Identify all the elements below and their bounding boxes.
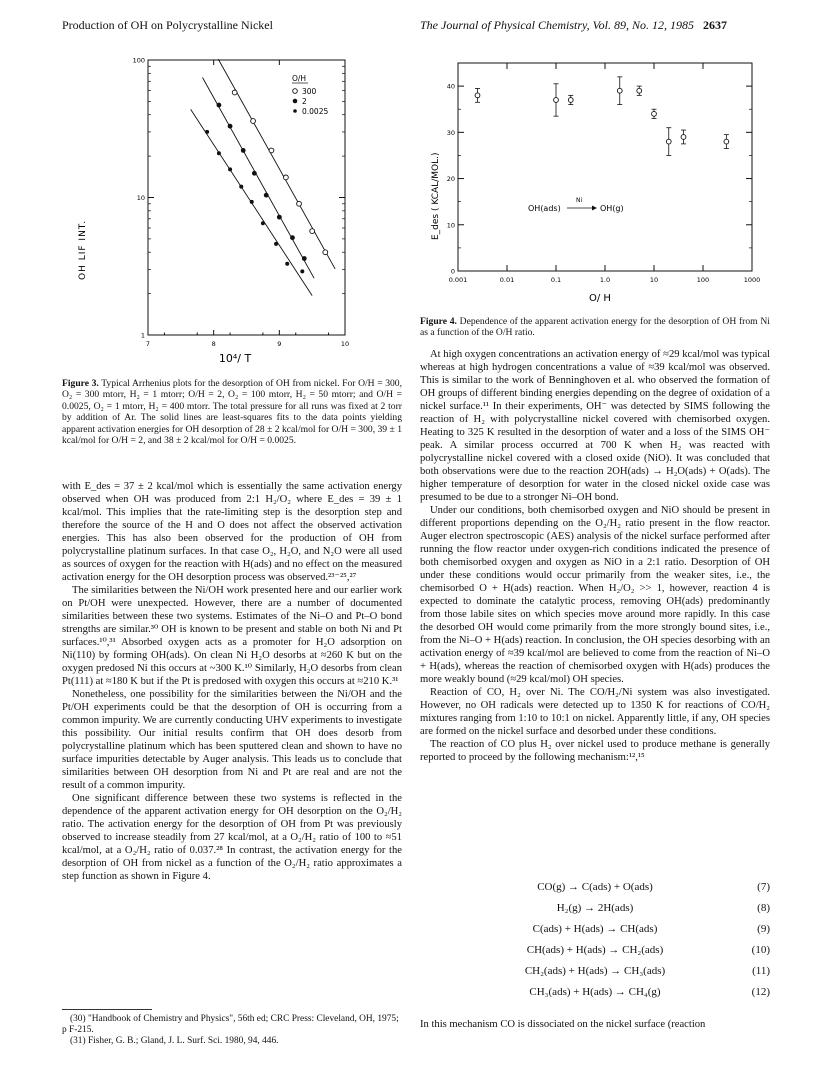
fig3-data-point (310, 229, 315, 234)
equation-number: (9) (757, 922, 770, 935)
fig3-data-point (297, 201, 302, 206)
fig3-data-point (205, 130, 209, 134)
fig3-xtick-label: 8 (211, 340, 216, 348)
equation-number: (7) (757, 880, 770, 893)
fig3-data-point (323, 250, 328, 255)
fig3-ytick-label: 100 (132, 56, 145, 65)
equation-number: (10) (751, 943, 770, 956)
fig4-data-point (637, 88, 642, 93)
fig4-xtick-label: 10 (649, 276, 659, 284)
equation-number: (8) (757, 901, 770, 914)
fig4-ytick-label: 40 (446, 82, 455, 91)
equation-row (420, 939, 770, 960)
footnotes (62, 1014, 402, 1047)
fig3-data-point (284, 175, 289, 180)
fig4-ylabel: E_des ( KCAL/MOL.) (431, 152, 441, 240)
fig4-ytick-label: 30 (446, 128, 455, 137)
fig3-xtick-label: 10 (340, 340, 350, 348)
paragraph: Under our conditions, both chemisorbed oxygen and NiO should be present in different proportions depending on the O₂/H₂ ratio present in the flow reactor. Auger electron spectroscopic (AES) analysis of the nickel surface performed after running the flow reactor under oxygen-rich conditions indicated the presence of both chemisorbed oxygen and oxygen as NiO in a 2:1 ratio. Desorption of OH under these conditions would occur primarily from the weaker sites, i.e., the chemisorbed O + H(ads) reaction. When H₂/O₂ >> 1, however, reaction 4 is expected to dominate the catalytic process, removing OH(ads) predominantly from those labile sites on which species move around more rapidly. In this case the desorbed OH would come primarily from the more strongly bound sites, i.e., from the Ni–O + H(ads) reaction. In conclusion, the OH species desorbing with an activation energy of ≈39 kcal/mol are believed to come from the reaction of Ni–O + H(ads), whereas the reaction of chemisorbed oxygen with H(ads) produces the more weakly bound (≈29 kcal/mol) OH species. (420, 505, 770, 685)
fig3-legend-item-2: 2 (302, 97, 307, 106)
fig4-annotation-right: OH(g) (600, 204, 624, 213)
fig4-ytick-label: 10 (446, 221, 455, 230)
page-number: 2637 (703, 18, 727, 32)
equation: CH₂(ads) + H(ads) → CH₃(ads) (524, 964, 666, 977)
fig3-data-point (264, 193, 269, 198)
fig3-data-point (300, 269, 304, 273)
paragraph: Nonetheless, one possibility for the similarities between the Ni/OH and the Pt/OH experiments could be that the desorption of OH is occurring from a common impurity. We are currently conducting UHV experiments to investigate this possibility. Our initial results confirm that OH does desorb from polycrystalline platinum which has been sputtered clean and shown to have no surface impurities detectable by Auger analysis. This leads us to conclude that similarities between OH desorption from Ni and Pt are real and are not the result of a common impurity. (62, 689, 402, 791)
fig3-data-point (217, 151, 221, 155)
figure-3-label: Figure 3. (62, 378, 99, 389)
fig3-data-point (251, 119, 256, 124)
fig4-ytick-label: 0 (450, 267, 455, 276)
legend-marker-small (293, 109, 297, 113)
fig3-data-point (241, 148, 246, 153)
paragraph: Reaction of CO, H₂ over Ni. The CO/H₂/Ni system was also investigated. However, no OH radicals were detected up to 1350 K for reactions of CO/H₂ mixtures ranging from 1:10 to 10:1 on nickel. Apparently little, if any, OH species are formed on the nickel surface and desorbed under these conditions. (420, 687, 770, 737)
fig3-ytick-label: 1 (140, 331, 145, 340)
legend-marker-open (293, 89, 298, 94)
figure-3-arrhenius-plot (60, 50, 380, 370)
fig4-annotation-left: OH(ads) (528, 204, 561, 213)
fig3-data-point (269, 148, 274, 153)
fig3-data-point (302, 256, 307, 261)
fig3-data-point (250, 200, 254, 204)
fig3-data-point (217, 103, 222, 108)
fig4-data-point (568, 98, 573, 103)
fig3-data-point (274, 242, 278, 246)
fig3-legend (292, 74, 328, 116)
footnote-rule (62, 1009, 152, 1010)
running-header: Production of OH on Polycrystalline Nickel (62, 18, 273, 32)
footnote-30: (30) "Handbook of Chemistry and Physics", 56th ed; CRC Press: Cleveland, OH, 1975; p F-215. (62, 1014, 399, 1035)
fig3-data-point (232, 90, 237, 95)
fig3-xtick-label: 9 (277, 340, 282, 348)
fig4-data-point (617, 88, 622, 93)
fig4-annotation-arrow-label: Ni (576, 197, 583, 204)
fig4-xtick-label: 0.1 (550, 276, 562, 284)
figure-3-caption-text: Typical Arrhenius plots for the desorption of OH from nickel. For O/H = 300, O₂ = 300 mtorr, H₂ = 1 mtorr; O/H = 2, O₂ = 100 mtorr, H₂ = 50 mtorr; and O/H = 0.0025, O₂ = 1 mtorr, H₂ = 400 mtorr. The total pressure for all runs was fixed at 2 torr by addition of Ar. The solid lines are least-squares fits to the data points yielding apparent activation energies for OH desorption of 28 ± 2 kcal/mol for O/H = 300, 39 ± 1 kcal/mol for O/H = 2, and 38 ± 2 kcal/mol for O/H = 0.0025. (62, 378, 402, 447)
figure-4-activation-energy-plot (420, 55, 780, 310)
fig4-data-point (666, 139, 671, 144)
paragraph: with E_des = 37 ± 2 kcal/mol which is essentially the same activation energy observed when OH was produced from 2:1 H₂/O₂ where E_des = 39 ± 1 kcal/mol. This implies that the rate-limiting step is the desorption step and therefore the source of the H and O does not affect the observed activation energies. This has also been observed for the production of OH from polycrystalline platinum surfaces. In that case O₂, H₂O, and N₂O were all used as sources of oxygen for the reaction with H(ads) and no effect on the measured activation energy for the OH desorption process was observed.²³⁻²⁵,²⁷ (62, 481, 402, 583)
left-column-text (62, 480, 402, 883)
journal-name: The Journal of Physical Chemistry, Vol. 89, No. 12, 1985 (420, 18, 694, 32)
reaction-mechanism (420, 876, 770, 1002)
fig4-xtick-label: 100 (696, 276, 710, 284)
legend-marker-filled (293, 99, 298, 104)
fig4-data-point (724, 139, 729, 144)
fig4-ytick-label: 20 (446, 175, 455, 184)
fig4-xlabel: O/ H (589, 293, 611, 304)
fig3-data-point (261, 221, 265, 225)
fig3-data-point (285, 262, 289, 266)
fig3-data-point (277, 215, 282, 220)
fig4-xtick-label: 0.01 (499, 276, 515, 284)
figure-4-label: Figure 4. (420, 316, 457, 327)
fig3-data-point (228, 124, 233, 129)
fig3-xtick-label: 7 (145, 340, 151, 348)
paragraph: At high oxygen concentrations an activation energy of ≈29 kcal/mol was typical whereas at high hydrogen concentrations a value of ≈39 kcal/mol was observed. This is similar to the work of Benninghoven et al. who observed the formation of OH groups of different binding energies depending on the degree of oxidation of a nickel surface.¹¹ In their experiments, OH⁻ was detected by SIMS following the reaction of H₂ with polycrystalline nickel covered with chemisorbed oxygen. Heating to 325 K resulted in the desorption of water and a loss of the SIMS OH⁻ peak. A similar process occurred at 700 K when H₂ was reacted with polycrystalline nickel covered with a closed oxide (NiO). It was concluded that both observations were due to the reaction 2OH(ads) → H₂O(ads) + O(ads). The higher temperature of desorption for water in the closed nickel oxide case was presumed to be due to a stronger Ni–OH bond. (420, 349, 770, 503)
equation: H₂(g) → 2H(ads) (556, 901, 634, 914)
fig3-xlabel: 10⁴/ T (218, 352, 252, 365)
equation-number: (12) (751, 985, 770, 998)
fig3-ytick-label: 10 (136, 194, 145, 202)
fig4-xtick-label: 0.001 (448, 276, 468, 284)
equation-row (420, 960, 770, 981)
figure-4-caption (420, 316, 770, 339)
equation: C(ads) + H(ads) → CH(ads) (532, 922, 658, 935)
fig4-plot-frame (458, 63, 752, 271)
figure-3-caption (62, 378, 402, 446)
fig4-data-point (681, 135, 686, 140)
fig4-data-point (652, 111, 657, 116)
fig3-legend-item-3: 0.0025 (302, 107, 329, 116)
equation-row (420, 897, 770, 918)
fig3-ylabel: OH LIF INT. (78, 219, 88, 280)
paragraph: The reaction of CO plus H₂ over nickel used to produce methane is generally reported to proceed by the following mechanism:¹²,¹⁵ (420, 739, 770, 763)
fig4-data-point (475, 93, 480, 98)
fig3-data-point (290, 235, 295, 240)
equation: CO(g) → C(ads) + O(ads) (537, 880, 653, 893)
fig3-fit-line (203, 78, 315, 279)
figure-4-caption-text: Dependence of the apparent activation energy for the desorption of OH from Ni as a function of the O/H ratio. (420, 316, 770, 339)
equation-row (420, 981, 770, 1002)
paragraph: The similarities between the Ni/OH work presented here and our earlier work on Pt/OH were unexpected. However, there are a number of documented similarities between these two systems. Estimates of the Ni–O and Pt–O bond strengths are similar.³⁰ OH is known to be present and stable on both Ni and Pt surfaces.¹⁰,³¹ Absorbed oxygen acts as a promoter for H₂O adsorption on Ni(110) by forming OH(ads). On clean Ni H₂O desorbs at ≈260 K but on the oxygen predosed Ni this occurs at ~300 K.¹⁰ Similarly, H₂O desorbs from clean Pt(111) at ≈180 K but if the Pt is predosed with oxygen this occurs at ≈210 K.³¹ (62, 585, 402, 687)
journal-citation (420, 18, 727, 33)
paragraph: One significant difference between these two systems is reflected in the dependence of the apparent activation energy for OH desorption on the O₂/H₂ ratio. The activation energy for the desorption of OH from Pt was previously observed to increase steadily from 27 kcal/mol, at a O₂/H₂ ratio of 100 to ≈51 kcal/mol, at a O₂/H₂ ratio of 0.037.²⁸ In contrast, the activation energy for the desorption of OH from nickel as a function of the O₂/H₂ ratio approximates a step function as shown in Figure 4. (62, 793, 402, 882)
footnote-31: (31) Fisher, G. B.; Gland, J. L. Surf. Sci. 1980, 94, 446. (70, 1036, 279, 1046)
fig4-annotation (528, 197, 624, 213)
fig3-data-point (252, 171, 257, 176)
fig3-legend-item-1: 300 (302, 87, 317, 96)
fig4-xtick-label: 1.0 (599, 276, 611, 284)
fig3-data-point (228, 167, 232, 171)
equation: CH(ads) + H(ads) → CH₂(ads) (526, 943, 664, 956)
fig3-legend-title: O/H (292, 74, 307, 83)
equation-row (420, 876, 770, 897)
fig3-plot-frame (148, 60, 345, 335)
final-line: In this mechanism CO is dissociated on the nickel surface (reaction (420, 1019, 706, 1030)
fig4-data-point (554, 98, 559, 103)
equation: CH₃(ads) + H(ads) → CH₄(g) (529, 985, 661, 998)
fig3-data-point (239, 185, 243, 189)
equation-number: (11) (752, 964, 770, 977)
fig4-xtick-label: 1000 (743, 276, 761, 284)
equation-row (420, 918, 770, 939)
right-column-text (420, 348, 770, 764)
